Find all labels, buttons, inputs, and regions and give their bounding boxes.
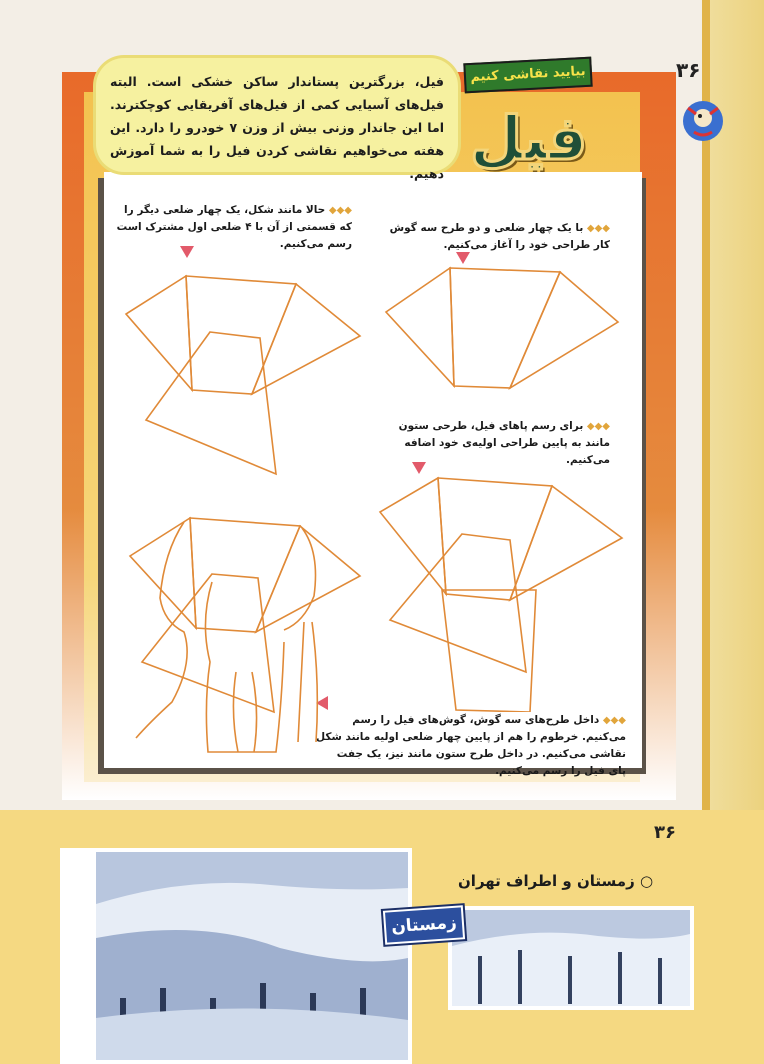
- bullet-icon: ◆◆◆: [328, 205, 352, 216]
- page-number-bottom: ۳۶: [654, 822, 676, 843]
- intro-text: فیل، بزرگترین پستاندار ساکن خشکی است. البته فیل‌های آسیایی کمی از فیل‌های آفریقایی کوچکترند. اما این جاندار وزنی بیش از وزن ۷ خودرو را دارد. این هفته می‌خواهیم نقاشی کردن فیل را به شما آموزش دهیم.: [96, 58, 458, 172]
- step-3-text: ◆◆◆ برای رسم پاهای فیل، طرحی ستون مانند به پایین طراحی اولیه‌ی خود اضافه می‌کنیم.: [398, 420, 610, 466]
- sketch-step-2: [120, 270, 365, 480]
- page-title: فیل: [470, 104, 588, 174]
- step-1-text: ◆◆◆ با یک چهار ضلعی و دو طرح سه گوش کار طراحی خود را آغاز می‌کنیم.: [389, 222, 610, 251]
- bullet-icon: ◆◆◆: [586, 223, 610, 234]
- step-2-text: ◆◆◆ حالا مانند شکل، یک چهار ضلعی دیگر را که قسمتی از آن با ۴ ضلعی اول مشترک است رسم می‌کنیم.: [116, 204, 352, 250]
- winter-label: زمستان: [383, 905, 465, 944]
- caption-bullet-icon: ○: [634, 872, 654, 890]
- lets-draw-badge: بیایید نقاشی کنیم: [463, 57, 592, 94]
- sketch-step-4-elephant: [124, 512, 364, 762]
- mascot-icon: [680, 98, 726, 144]
- winter-photo-large: [60, 848, 412, 1064]
- winter-photo-small: [448, 906, 694, 1010]
- bullet-icon: ◆◆◆: [602, 715, 626, 726]
- step-4-text: ◆◆◆ داخل طرح‌های سه گوش، گوش‌های فیل را رسم می‌کنیم. خرطوم را هم از پایین چهار ضلعی اولیه مانند شکل نقاشی می‌کنیم. در داخل طرح ستون مانند نیز، یک جفت پای فیل را رسم می‌کنیم.: [316, 714, 626, 777]
- bullet-icon: ◆◆◆: [586, 421, 610, 432]
- step-marker-icon: [180, 246, 194, 258]
- page-number-top: ۳۶: [676, 58, 701, 82]
- photo-caption: ○ زمستان و اطراف تهران: [458, 872, 654, 890]
- sketch-step-3: [376, 472, 632, 712]
- sketch-step-1: [380, 262, 630, 392]
